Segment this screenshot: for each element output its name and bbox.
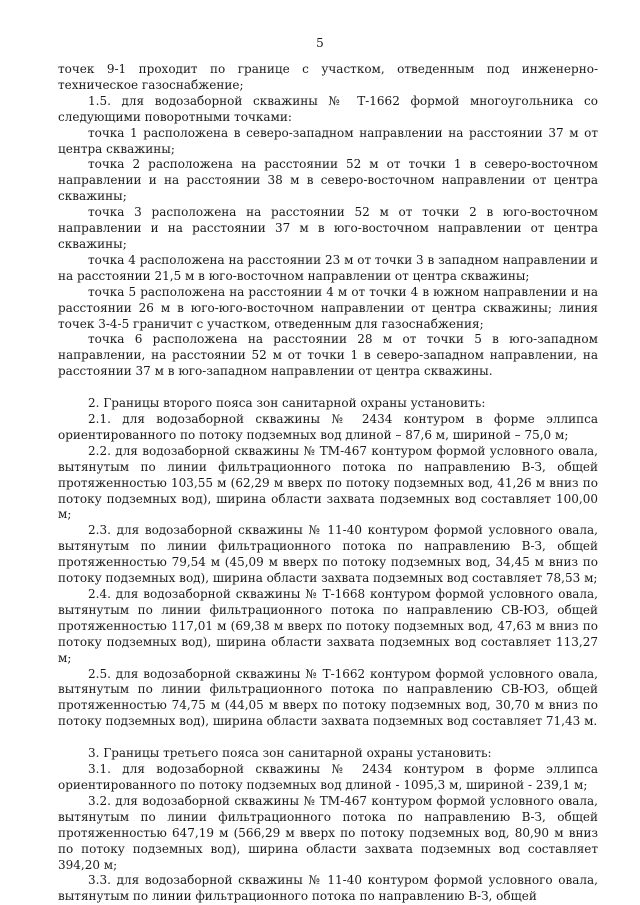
paragraph-2-5: 2.5. для водозаборной скважины № Т-1662 контуром формой условного овала, вытянутым по линии фильтрационного потока по направлению СВ-ЮЗ, общей протяженностью 74,75 м (44,05 м вверх по потоку подземных вод, 30,70 м вниз по потоку подземных вод), ширина области захвата подземных вод составляет 71,43 м. <box>58 666 598 729</box>
paragraph-point-1: точка 1 расположена в северо-западном направлении на расстоянии 37 м от центра скважины; <box>58 125 598 156</box>
paragraph-3-3: 3.3. для водозаборной скважины № 11-40 контуром формой условного овала, вытянутым по линии фильтрационного потока по направлению В-З, общей <box>58 873 598 904</box>
paragraph-point-5: точка 5 расположена на расстоянии 4 м от точки 4 в южном направлении и на расстоянии 26 м в юго-юго-восточном направлении от центра скважины; линия точек 3-4-5 граничит с участком, отведенным для газоснабжения; <box>58 284 598 331</box>
paragraph-point-2: точка 2 расположена на расстоянии 52 м от точки 1 в северо-восточном направлении и на расстоянии 38 м в северо-восточном направлении от центра скважины; <box>58 157 598 204</box>
paragraph-3-2: 3.2. для водозаборной скважины № ТМ-467 контуром формой условного овала, вытянутым по линии фильтрационного потока по направлению В-З, общей протяженностью 647,19 м (566,29 м вверх по потоку подземных вод, 80,90 м вниз по потоку подземных вод), ширина области захвата подземных вод составляет 394,20 м; <box>58 793 598 872</box>
paragraph-3-1: 3.1. для водозаборной скважины № 2434 контуром в форме эллипса ориентированного по потоку подземных вод длиной - 1095,3 м, шириной - 239,1 м; <box>58 762 598 792</box>
paragraph-2-3: 2.3. для водозаборной скважины № 11-40 контуром формой условного овала, вытянутым по линии фильтрационного потока по направлению В-З, общей протяженностью 79,54 м (45,09 м вверх по потоку подземных вод, 34,45 м вниз по потоку подземных вод), ширина области захвата подземных вод составляет 78,53 м; <box>58 523 598 586</box>
paragraph-point-6: точка 6 расположена на расстоянии 28 м от точки 5 в юго-западном направлении, на расстоянии 52 м от точки 1 в северо-западном направлении, на расстоянии 37 м в юго-западном направлении от центра скважины. <box>58 332 598 379</box>
paragraph-1-5-intro: 1.5. для водозаборной скважины № Т-1662 формой многоугольника со следующими поворотными точками: <box>58 93 598 124</box>
paragraph-2-4: 2.4. для водозаборной скважины № Т-1668 контуром формой условного овала, вытянутым по линии фильтрационного потока по направлению СВ-ЮЗ, общей протяженностью 117,01 м (69,38 м вверх по потоку подземных вод, 47,63 м вниз по потоку подземных вод), ширина области захвата подземных вод составляет 113,27 м; <box>58 587 598 665</box>
paragraph-point-3: точка 3 расположена на расстоянии 52 м от точки 2 в юго-восточном направлении и на расстоянии 37 м в юго-восточном направлении от центра скважины; <box>58 205 598 251</box>
document-body <box>58 62 598 905</box>
paragraph-2-1: 2.1. для водозаборной скважины № 2434 контуром в форме эллипса ориентированного по потоку подземных вод длиной – 87,6 м, шириной – 75,0 м; <box>58 412 598 442</box>
paragraph-point-4: точка 4 расположена на расстоянии 23 м от точки 3 в западном направлении и на расстоянии 21,5 м в юго-восточном направлении от центра скважины; <box>58 252 598 283</box>
paragraph-continuation: точек 9-1 проходит по границе с участком, отведенным под инженерно-техническое газоснабжение; <box>58 62 598 92</box>
paragraph-2-2: 2.2. для водозаборной скважины № ТМ-467 контуром формой условного овала, вытянутым по линии фильтрационного потока по направлению В-З, общей протяженностью 103,55 м (62,29 м вверх по потоку подземных вод, 41,26 м вниз по потоку подземных вод), ширина области захвата подземных вод составляет 100,00 м; <box>58 443 598 522</box>
section-3-heading: 3. Границы третьего пояса зон санитарной охраны установить: <box>88 746 492 761</box>
section-2-heading: 2. Границы второго пояса зон санитарной охраны установить: <box>88 396 486 411</box>
page-number: 5 <box>316 36 324 50</box>
